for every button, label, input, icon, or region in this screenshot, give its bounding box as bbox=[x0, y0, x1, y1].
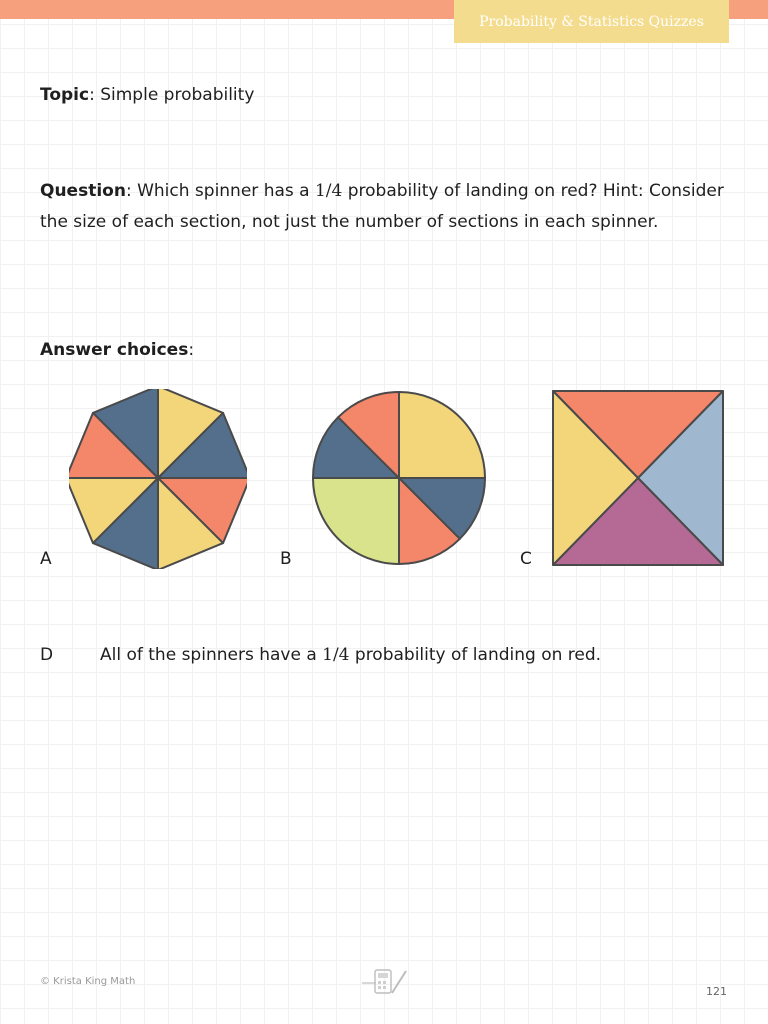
header-title: Probability & Statistics Quizzes bbox=[454, 0, 729, 43]
choice-d-letter[interactable]: D bbox=[40, 645, 54, 665]
spinner-a-octagon[interactable] bbox=[69, 389, 247, 569]
page-number: 121 bbox=[706, 985, 727, 998]
choice-d-fraction: 1/4 bbox=[322, 645, 350, 665]
choice-c-letter[interactable]: C bbox=[520, 549, 532, 569]
calculator-pencil-icon bbox=[362, 966, 408, 998]
spinner-b-section bbox=[313, 478, 399, 564]
topic-label: Topic bbox=[40, 85, 90, 105]
choice-d-after: probability of landing on red. bbox=[349, 645, 602, 665]
topic-line bbox=[40, 80, 254, 111]
copyright-text: © Krista King Math bbox=[40, 976, 136, 987]
spinner-c-square[interactable] bbox=[550, 388, 726, 568]
topic-value: : Simple probability bbox=[89, 85, 255, 105]
choice-d-before: All of the spinners have a bbox=[100, 645, 323, 665]
answer-choices-colon: : bbox=[188, 340, 195, 360]
question-text bbox=[40, 176, 730, 238]
question-before: : Which spinner has a bbox=[125, 181, 315, 201]
spinner-b-section bbox=[399, 392, 485, 478]
question-after: probability of landing on red? Hint: Consider the size of each section, not just the number of sections in each spinner. bbox=[40, 181, 724, 232]
question-fraction: 1/4 bbox=[314, 181, 343, 201]
choice-d-text[interactable] bbox=[100, 645, 601, 665]
choice-a-letter[interactable]: A bbox=[40, 549, 52, 569]
choice-b-letter[interactable]: B bbox=[280, 549, 292, 569]
question-label: Question bbox=[40, 181, 126, 201]
answer-choices-label: Answer choices bbox=[40, 340, 189, 360]
spinner-b-circle[interactable] bbox=[310, 389, 488, 569]
answer-choices-heading bbox=[40, 335, 194, 366]
